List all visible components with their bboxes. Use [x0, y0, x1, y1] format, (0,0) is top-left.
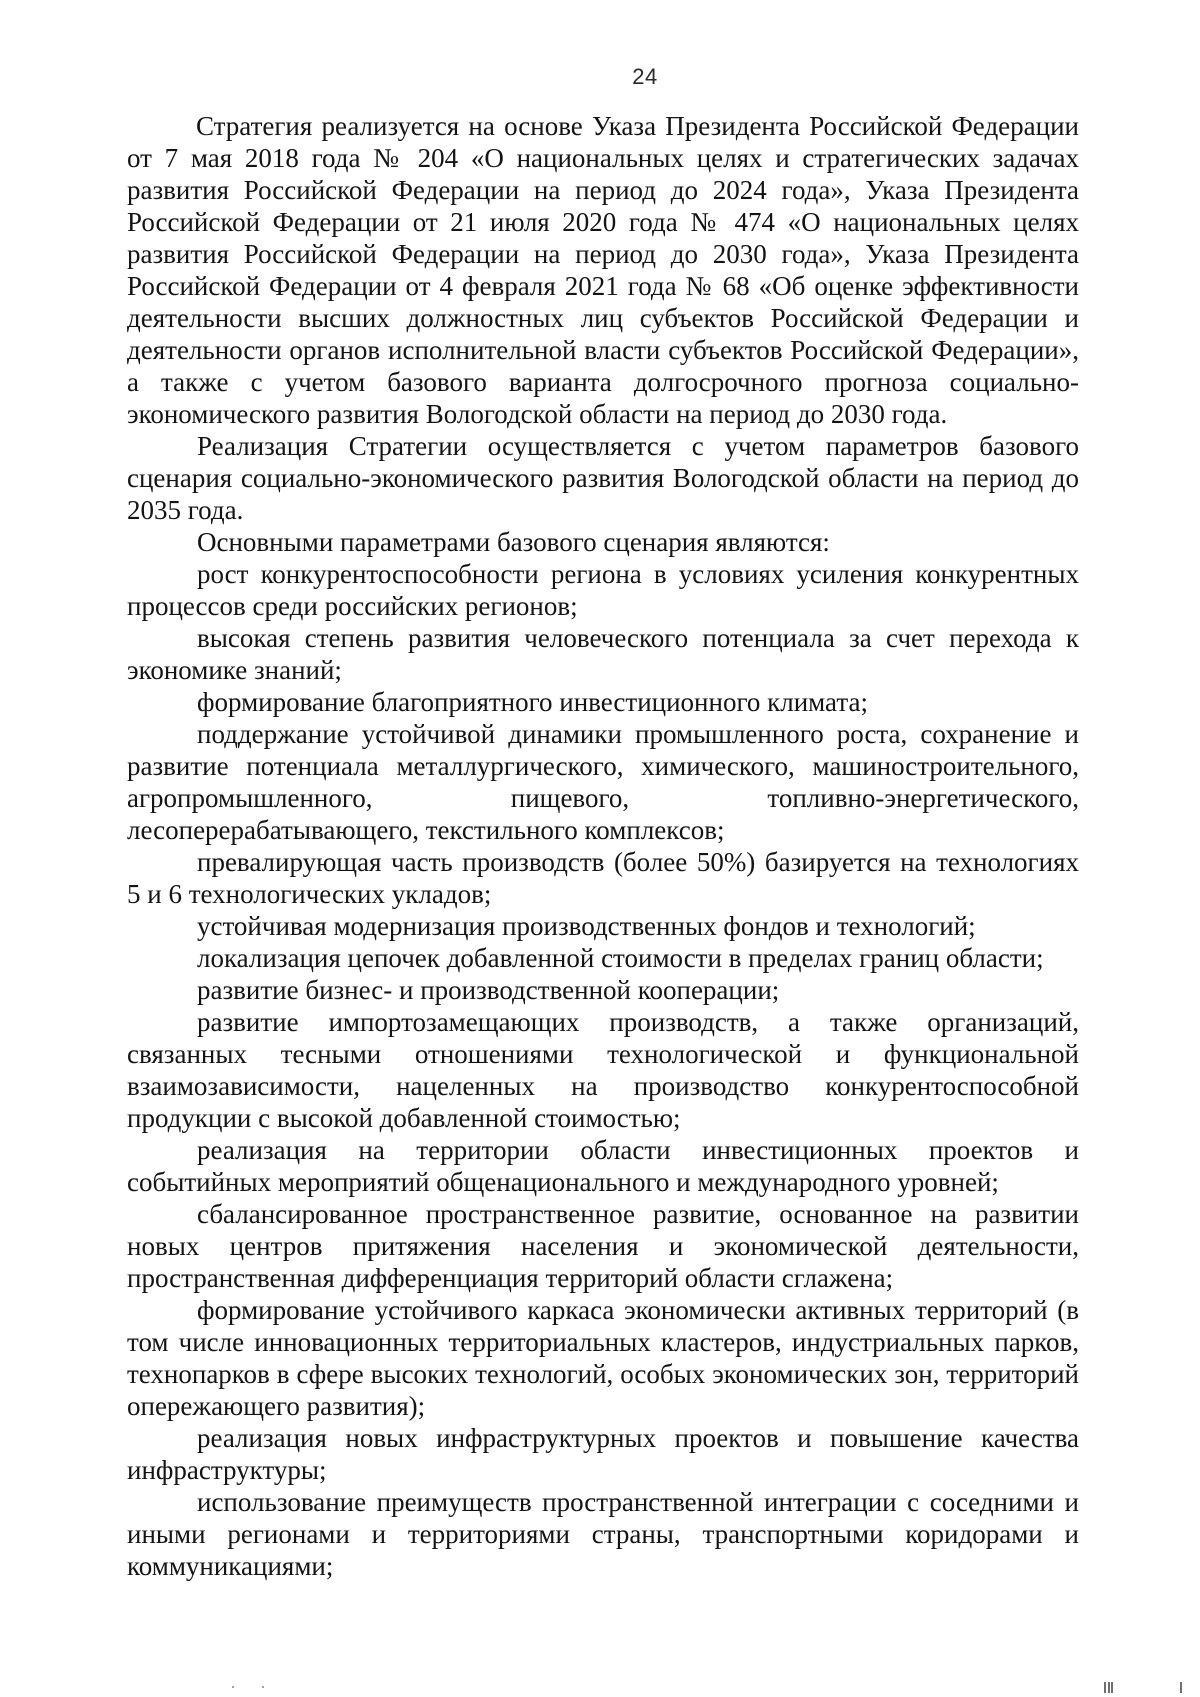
scan-artifact-mark: [1104, 1682, 1106, 1693]
paragraph-strategy-basis: Стратегия реализуется на основе Указа Президента Российской Федерации от 7 мая 2018 года № 204 «О национальных целях и стратегических задачах развития Российской Федерации на период до 2024 года», Указа Президента Российской Федерации от 21 июля 2020 года № 474 «О национальных целях развития Российской Федерации на период до 2030 года», Указа Президента Российской Федерации от 4 февраля 2021 года № 68 «Об оценке эффективности деятельности высших должностных лиц субъектов Российской Федерации и деятельности органов исполнительной власти субъектов Российской Федерации», а также с учетом базового варианта долгосрочного прогноза социально-экономического развития Вологодской области на период до 2030 года.: [127, 111, 1079, 429]
list-item-infrastructure-projects: реализация новых инфраструктурных проектов и повышение качества инфраструктуры;: [127, 1423, 1079, 1485]
list-item-spatial-development: сбалансированное пространственное развитие, основанное на развитии новых центров притяжения населения и экономической деятельности, пространственная дифференциация территорий области сглажена;: [127, 1199, 1079, 1293]
scan-artifact-dot: [262, 1686, 264, 1688]
list-item-import-substitution: развитие импортозамещающих производств, а также организаций, связанных тесными отношениями технологической и функциональной взаимозависимости, нацеленных на производство конкурентоспособной продукции с высокой добавленной стоимостью;: [127, 1007, 1079, 1133]
list-item-investment-projects: реализация на территории области инвестиционных проектов и событийных мероприятий общенационального и международного уровней;: [127, 1135, 1079, 1197]
list-item-economic-framework: формирование устойчивого каркаса экономически активных территорий (в том числе инновационных территориальных кластеров, индустриальных парков, технопарков в сфере высоких технологий, особых экономических зон, территорий опережающего развития);: [127, 1295, 1079, 1421]
paragraph-strategy-implementation: Реализация Стратегии осуществляется с учетом параметров базового сценария социально-экономического развития Вологодской области на период до 2035 года.: [127, 431, 1079, 525]
list-item-modernization: устойчивая модернизация производственных фондов и технологий;: [197, 911, 976, 941]
scan-artifact-dot: [232, 1686, 234, 1688]
list-item-industrial-growth: поддержание устойчивой динамики промышленного роста, сохранение и развитие потенциала металлургического, химического, машиностроительного, агропромышленного, пищевого, топливно-энергетического, лесоперерабатывающего, текстильного комплексов;: [127, 719, 1079, 845]
list-item-investment-climate: формирование благоприятного инвестиционного климата;: [197, 687, 868, 717]
list-item-technological-modes: превалирующая часть производств (более 50%) базируется на технологиях 5 и 6 технологических укладов;: [127, 847, 1079, 909]
paragraph-scenario-parameters-intro: Основными параметрами базового сценария являются:: [197, 527, 830, 557]
list-item-spatial-integration: использование преимуществ пространственной интеграции с соседними и иными регионами и территориями страны, транспортными коридорами и коммуникациями;: [127, 1487, 1079, 1581]
list-item-business-cooperation: развитие бизнес- и производственной кооперации;: [197, 975, 780, 1005]
list-item-competitiveness: рост конкурентоспособности региона в условиях усиления конкурентных процессов среди российских регионов;: [127, 559, 1079, 621]
scan-artifact-mark: [1180, 1682, 1182, 1693]
list-item-value-chain-localization: локализация цепочек добавленной стоимости в пределах границ области;: [197, 943, 1044, 973]
scan-artifact-mark: [1108, 1682, 1110, 1693]
page-number: 24: [632, 64, 658, 89]
scan-artifact-mark: [1111, 1682, 1113, 1693]
list-item-human-potential: высокая степень развития человеческого потенциала за счет перехода к экономике знаний;: [127, 623, 1079, 685]
document-body: [127, 110, 1079, 1582]
